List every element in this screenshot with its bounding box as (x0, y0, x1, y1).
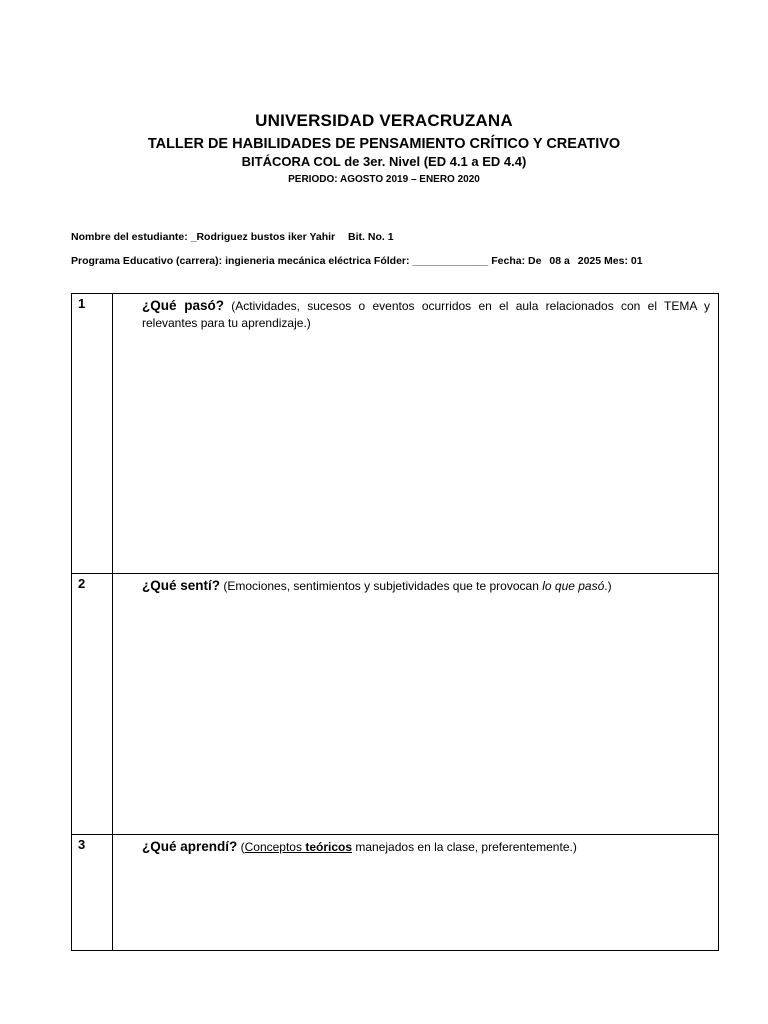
folder-blank: _____________ (412, 255, 489, 267)
bit-number-value: 1 (387, 231, 394, 243)
table-row (72, 574, 719, 835)
program-line (71, 255, 643, 267)
question-title: ¿Qué aprendí? (142, 839, 238, 854)
question-description-end: .) (604, 579, 612, 593)
question-description-italic: lo que pasó (542, 579, 605, 593)
period-label: PERIODO: AGOSTO 2019 – ENERO 2020 (288, 174, 480, 185)
document-header (0, 110, 768, 188)
month-label: Mes: (604, 255, 628, 267)
logbook-title: BITÁCORA COL de 3er. Nivel (ED 4.1 a ED 4.4) (241, 154, 527, 169)
folder-label: Fólder: (373, 255, 410, 267)
workshop-title: TALLER DE HABILIDADES DE PENSAMIENTO CRÍTICO Y CREATIVO (147, 136, 621, 152)
question-cell[interactable] (113, 294, 719, 574)
date-day: 08 a (549, 255, 570, 267)
question-description-end: manejados en la clase, preferentemente.) (355, 840, 577, 854)
logbook-table (71, 293, 719, 951)
program-label: Programa Educativo (carrera): (71, 255, 223, 267)
table-row (72, 294, 719, 574)
question-cell[interactable] (113, 835, 719, 951)
question-number: 2 (72, 574, 113, 835)
question-number: 1 (72, 294, 113, 574)
question-number: 3 (72, 835, 113, 951)
question-title: ¿Qué sentí? (142, 578, 221, 593)
month-value: 01 (630, 255, 643, 267)
student-name-value: _Rodriguez bustos iker Yahir (190, 231, 336, 243)
question-description: (Emociones, sentimientos y subjetividades que te provocan (223, 579, 539, 593)
table-row (72, 835, 719, 951)
question-description-bold-underlined: teóricos (305, 840, 353, 854)
question-title: ¿Qué pasó? (142, 298, 224, 313)
question-description-underlined: Conceptos (244, 840, 302, 854)
program-value: ingieneria mecánica eléctrica (225, 255, 371, 267)
question-description-open: ( (240, 840, 245, 854)
date-year: 2025 (577, 255, 602, 267)
student-name-line (71, 231, 394, 243)
question-description: (Actividades, sucesos o eventos ocurridos en el aula relacionados con el TEMA y relevantes para tu aprendizaje.) (142, 299, 711, 330)
student-name-label: Nombre del estudiante: (71, 231, 188, 243)
bit-number-label: Bit. No. (348, 231, 385, 243)
question-cell[interactable] (113, 574, 719, 835)
university-title: UNIVERSIDAD VERACRUZANA (255, 111, 513, 130)
date-label: Fecha: De (491, 255, 542, 267)
